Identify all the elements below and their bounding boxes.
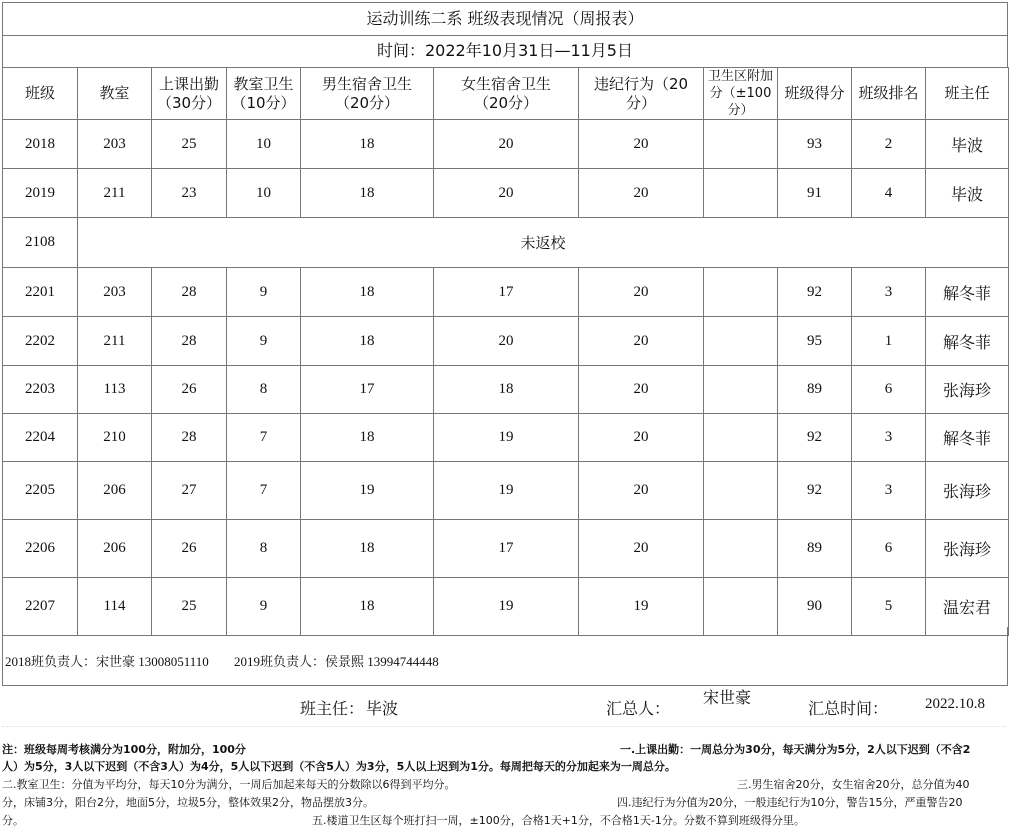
contact-2019: 2019班负责人：侯景熙 13994744448 [234,654,439,669]
cell-male-dorm: 18 [301,169,434,218]
cell-rank: 4 [852,169,926,218]
report-period: 时间：2022年10月31日—11月5日 [2,35,1008,68]
cell-score: 92 [778,462,852,520]
table-row [3,317,1009,366]
cell-classroom-hygiene: 10 [227,120,301,169]
cell-rank: 1 [852,317,926,366]
cell-bonus [704,268,778,317]
cell-room: 211 [78,169,152,218]
cell-female-dorm: 17 [434,520,579,578]
cell-class: 2201 [3,268,78,317]
cell-class: 2108 [3,218,78,268]
cell-attendance: 28 [152,414,227,462]
cell-classroom-hygiene: 9 [227,268,301,317]
table-row [3,366,1009,414]
cell-male-dorm: 18 [301,120,434,169]
signoff-time-label: 汇总时间： [808,699,889,718]
note-line-1a: 注：班级每周考核满分为100分，附加分，100分 [2,743,246,756]
cell-class: 2202 [3,317,78,366]
cell-rank: 5 [852,578,926,636]
cell-room: 203 [78,120,152,169]
cell-teacher: 张海珍 [926,366,1009,414]
cell-score: 89 [778,520,852,578]
cell-female-dorm: 20 [434,120,579,169]
cell-discipline: 20 [579,366,704,414]
table-row [3,414,1009,462]
note-line-3b: 三.男生宿舍20分，女生宿舍20分，总分值为40 [737,778,970,791]
cell-room: 210 [78,414,152,462]
cell-score: 90 [778,578,852,636]
cell-female-dorm: 18 [434,366,579,414]
cell-female-dorm: 20 [434,317,579,366]
contact-2018: 2018班负责人：宋世豪 13008051110 [5,654,209,669]
cell-room: 206 [78,520,152,578]
cell-female-dorm: 20 [434,169,579,218]
table-row [3,169,1009,218]
cell-bonus [704,317,778,366]
cell-attendance: 25 [152,578,227,636]
cell-teacher: 解冬菲 [926,317,1009,366]
cell-male-dorm: 17 [301,366,434,414]
cell-rank: 6 [852,366,926,414]
cell-bonus [704,462,778,520]
col-header-classroom-hygiene: 教室卫生 （10分） [227,68,301,120]
cell-discipline: 20 [579,169,704,218]
col-header-attendance: 上课出勤 （30分） [152,68,227,120]
cell-bonus [704,120,778,169]
cell-score: 93 [778,120,852,169]
cell-class: 2207 [3,578,78,636]
cell-discipline: 19 [579,578,704,636]
table-row [3,218,1009,268]
cell-male-dorm: 18 [301,414,434,462]
note-line-4a: 分，床铺3分，阳台2分，地面5分，垃圾5分，整体效果2分，物品摆放3分。 [2,796,374,809]
cell-teacher: 解冬菲 [926,414,1009,462]
cell-classroom-hygiene: 7 [227,414,301,462]
cell-score: 91 [778,169,852,218]
cell-score: 92 [778,268,852,317]
cell-rank: 3 [852,414,926,462]
cell-classroom-hygiene: 7 [227,462,301,520]
signoff-row [2,686,1006,727]
col-header-male-dorm: 男生宿舍卫生 （20分） [301,68,434,120]
cell-not-returned: 未返校 [78,218,1009,268]
signoff-teacher-label: 班主任： [300,699,365,718]
cell-room: 211 [78,317,152,366]
cell-female-dorm: 19 [434,414,579,462]
cell-female-dorm: 19 [434,578,579,636]
note-line-1b: 一.上课出勤：一周总分为30分，每天满分为5分，2人以下迟到（不含2 [620,743,971,756]
col-header-rank: 班级排名 [852,68,926,120]
cell-female-dorm: 17 [434,268,579,317]
signoff-compiler-name: 宋世豪 [703,688,752,707]
cell-discipline: 20 [579,520,704,578]
cell-rank: 6 [852,520,926,578]
cell-male-dorm: 19 [301,462,434,520]
cell-attendance: 23 [152,169,227,218]
signoff-compiler-label: 汇总人： [606,699,671,718]
table-row [3,462,1009,520]
table-row [3,268,1009,317]
cell-attendance: 26 [152,520,227,578]
cell-male-dorm: 18 [301,268,434,317]
cell-classroom-hygiene: 8 [227,520,301,578]
cell-class: 2203 [3,366,78,414]
cell-class: 2205 [3,462,78,520]
col-header-female-dorm: 女生宿舍卫生 （20分） [434,68,579,120]
col-header-teacher: 班主任 [926,68,1009,120]
cell-score: 92 [778,414,852,462]
cell-classroom-hygiene: 8 [227,366,301,414]
cell-bonus [704,414,778,462]
cell-bonus [704,169,778,218]
cell-teacher: 毕波 [926,169,1009,218]
note-line-2: 人）为5分，3人以下迟到（不含3人）为4分，5人以下迟到（不含5人）为3分，5人以上迟到为1分。每周把每天的分加起来为一周总分。 [2,760,676,773]
cell-attendance: 25 [152,120,227,169]
cell-rank: 3 [852,268,926,317]
cell-room: 203 [78,268,152,317]
cell-class: 2019 [3,169,78,218]
cell-classroom-hygiene: 10 [227,169,301,218]
cell-male-dorm: 18 [301,520,434,578]
cell-discipline: 20 [579,120,704,169]
col-header-room: 教室 [78,68,152,120]
col-header-class: 班级 [3,68,78,120]
col-header-bonus: 卫生区附加 分（±100分） [704,68,778,120]
cell-rank: 3 [852,462,926,520]
note-line-3a: 二.教室卫生：分值为平均分，每天10分为满分，一周后加起来每天的分数除以6得到平均分。 [2,778,456,791]
score-table [2,67,1009,636]
cell-teacher: 解冬菲 [926,268,1009,317]
cell-room: 206 [78,462,152,520]
cell-room: 113 [78,366,152,414]
cell-discipline: 20 [579,317,704,366]
cell-room: 114 [78,578,152,636]
cell-class: 2206 [3,520,78,578]
cell-attendance: 28 [152,268,227,317]
report-title: 运动训练二系 班级表现情况（周报表） [2,2,1008,36]
cell-score: 89 [778,366,852,414]
cell-male-dorm: 18 [301,578,434,636]
cell-bonus [704,520,778,578]
table-row [3,520,1009,578]
cell-classroom-hygiene: 9 [227,317,301,366]
header-row [3,68,1009,120]
cell-discipline: 20 [579,414,704,462]
cell-classroom-hygiene: 9 [227,578,301,636]
note-line-4b: 四.违纪行为分值为20分，一般违纪行为10分，警告15分，严重警告20 [617,796,963,809]
cell-rank: 2 [852,120,926,169]
cell-teacher: 温宏君 [926,578,1009,636]
cell-attendance: 28 [152,317,227,366]
signoff-time-value: 2022.10.8 [925,696,985,712]
signoff-teacher-name: 毕波 [366,699,399,718]
cell-discipline: 20 [579,462,704,520]
col-header-score: 班级得分 [778,68,852,120]
cell-score: 95 [778,317,852,366]
cell-attendance: 26 [152,366,227,414]
cell-teacher: 张海珍 [926,520,1009,578]
cell-teacher: 毕波 [926,120,1009,169]
cell-class: 2204 [3,414,78,462]
cell-discipline: 20 [579,268,704,317]
cell-bonus [704,366,778,414]
cell-attendance: 27 [152,462,227,520]
table-row [3,120,1009,169]
col-header-discipline: 违纪行为（20 分） [579,68,704,120]
cell-class: 2018 [3,120,78,169]
note-line-5a: 分。 [2,814,24,827]
class-contacts [2,627,1008,686]
cell-female-dorm: 19 [434,462,579,520]
note-line-5b: 五.楼道卫生区每个班打扫一周，±100分，合格1天+1分，不合格1天-1分。分数不算到班级得分里。 [312,814,805,827]
cell-male-dorm: 18 [301,317,434,366]
cell-teacher: 张海珍 [926,462,1009,520]
